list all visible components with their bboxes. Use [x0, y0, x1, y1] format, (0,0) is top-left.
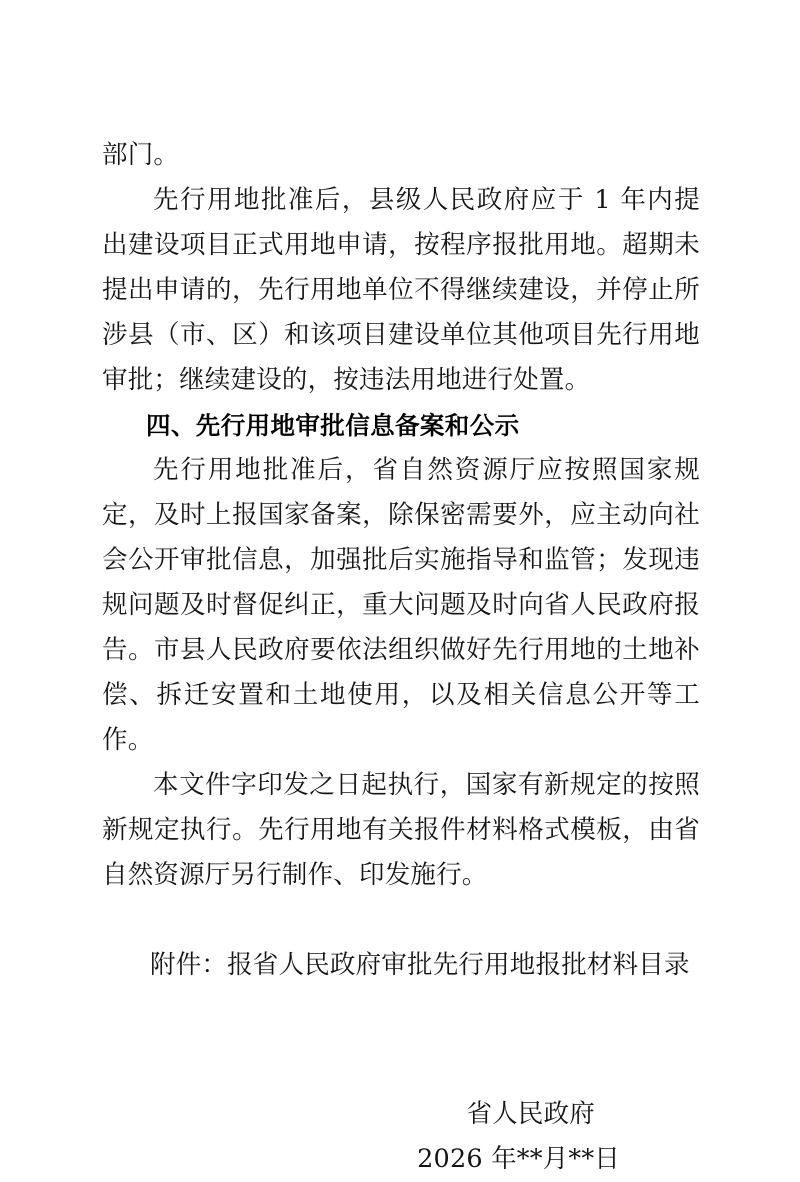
- attachment-line: 附件：报省人民政府审批先行用地报批材料目录: [150, 950, 690, 980]
- signature-block: [102, 1092, 700, 1182]
- paragraph-filing-and-disclosure: 先行用地批准后，省自然资源厅应按照国家规定，及时上报国家备案，除保密需要外，应主动向社会公开审批信息，加强批后实施指导和监管；发现违规问题及时督促纠正，重大问题及时向省人民政府报告。市县人民政府要依法组织做好先行用地的土地补偿、拆迁安置和土地使用，以及相关信息公开等工作。: [102, 455, 700, 755]
- paragraph-effective-date: 本文件字印发之日起执行，国家有新规定的按照新规定执行。先行用地有关报件材料格式模板，由省自然资源厅另行制作、印发施行。: [102, 770, 700, 890]
- section-heading-four: 四、先行用地审批信息备案和公示: [146, 411, 520, 440]
- signature-organization: 省人民政府: [466, 1099, 595, 1129]
- document-body: [102, 133, 700, 1182]
- attachment-block: [102, 943, 700, 988]
- signature-date: 2026 年**月**日: [417, 1144, 620, 1174]
- paragraph-one-year-application: 先行用地批准后，县级人民政府应于 1 年内提出建设项目正式用地申请，按程序报批用地。超期未提出申请的，先行用地单位不得继续建设，并停止所涉县（市、区）和该项目建设单位其他项目先行用地审批；继续建设的，按违法用地进行处置。: [102, 185, 700, 395]
- paragraph-continued-department: 部门。: [102, 140, 180, 170]
